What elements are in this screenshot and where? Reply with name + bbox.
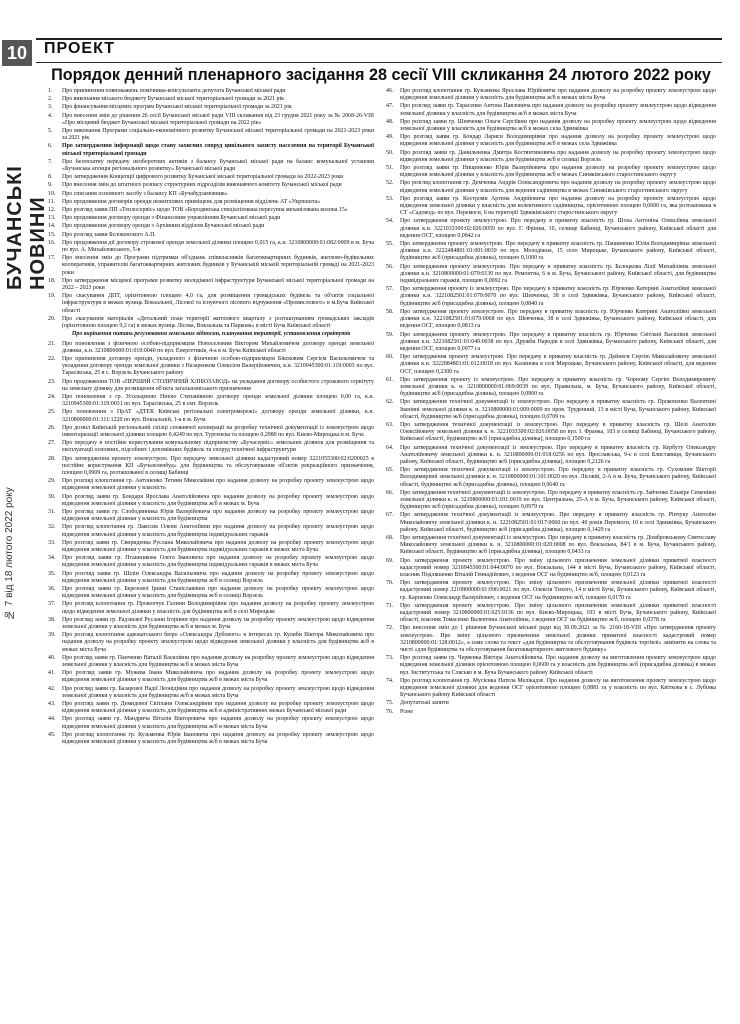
agenda-item-text: Про продовження договорів оренди нежитлових приміщень для розміщення відділень АТ «Укрпошта» xyxy=(62,198,321,205)
agenda-item-number: 73. xyxy=(386,655,394,662)
agenda-item-number: 60. xyxy=(386,354,394,361)
agenda-item-text: Про фінансування місцевих програм Бучанської міської територіальної громади за 2021 рік xyxy=(62,104,292,111)
agenda-item-number: 66. xyxy=(386,489,394,496)
agenda-item xyxy=(48,732,374,746)
agenda-item-number: 3. xyxy=(48,104,53,111)
agenda-item-text: Про затвердження проекту землеустрою. Про передачу в приватну власність гр. Шоха Антоніна Олексіївна земельної ділянки к.н. 3221033300:02:026:0059 по вул. Г. Фрінки, 10, селище Бабинці, Бучанського району, Київської області для ведення ОСГ, площею 0,0842 га xyxy=(400,218,716,239)
agenda-item xyxy=(386,625,716,654)
agenda-item xyxy=(386,180,716,194)
agenda-item xyxy=(48,96,374,103)
agenda-item-number: 50. xyxy=(386,149,394,156)
agenda-item-text: Про внесення змін до штатного розпису структурних підрозділів виконавчого комітету Бучанської міської ради xyxy=(62,182,342,189)
agenda-item xyxy=(386,603,716,625)
agenda-item-number: 13. xyxy=(48,215,56,222)
agenda-item-text: Про виконання Програми соціально-економічного розвитку Бучанської міської територіальної громади на 2021-2023 роки за 2021 рік xyxy=(62,128,374,142)
agenda-item-number: 22. xyxy=(48,355,56,362)
agenda-item-text: Про розгляд клопотання гр. Кузьменка Юрія Івановича про надання дозволу на розробку проекту землеустрою щодо відведення земельної ділянки у власність для будівництва ж/б в межах міста Буча xyxy=(62,731,374,746)
agenda-item-number: 74. xyxy=(386,677,394,684)
agenda-item xyxy=(48,555,374,569)
agenda-item-number: 43. xyxy=(48,701,56,708)
agenda-item xyxy=(386,88,716,102)
agenda-item-number: 76. xyxy=(386,708,394,715)
agenda-item xyxy=(48,440,374,454)
agenda-item xyxy=(48,293,374,315)
agenda-item-text: Про розгляд заяви гр. Радзиєвої Руслани Ігорівни про надання дозволу на розробку проекту землеустрою щодо відведення земельної ділянки у власність для будівництва ж/б в межах м. Буча xyxy=(62,616,374,631)
page-title: Порядок денний пленарного засідання 28 сесії VIII скликання 24 лютого 2022 року xyxy=(51,66,711,84)
agenda-item-number: 6. xyxy=(48,143,53,150)
agenda-item-text: Про розгляд клопотання гр. Лакосик Олени Анатоліївни про надання дозволу на розробку проекту землеустрою щодо відведення земельної ділянки у власність для будівництва індивідуальних гаражів xyxy=(62,524,374,538)
agenda-item-number: 18. xyxy=(48,277,56,284)
agenda-item xyxy=(48,182,374,189)
agenda-item xyxy=(48,456,374,478)
agenda-item xyxy=(48,341,374,355)
agenda-item xyxy=(386,558,716,580)
agenda-item-number: 19. xyxy=(48,293,56,300)
agenda-item-number: 54. xyxy=(386,218,394,225)
agenda-item-number: 51. xyxy=(386,165,394,172)
agenda-item xyxy=(48,394,374,408)
agenda-item-text: Про затвердження технічної документації із землеустрою. Про передачу в приватну власність гр. Ріпчуку Анатолію Миколайовичу земельної ділянки к. н. 3221082501:01:017:0060 по вул. 40 років Перемоги, 10 в селі Здвижівка, Бучанського району, Київської області, будівництво ж/б (присадибна ділянка), площею 0,1429 га xyxy=(400,512,716,533)
agenda-item-number: 9. xyxy=(48,182,53,189)
right-column xyxy=(386,88,716,717)
agenda-item xyxy=(386,467,716,489)
agenda-item xyxy=(386,264,716,286)
agenda-item-text: Про розгляд заяви гр. Мандрича Віталія Вікторовича про надання дозволу на розробку проекту землеустрою щодо відведення земельної ділянки у власність для будівництва ж/б в межах міста Буча xyxy=(62,716,374,730)
agenda-item-number: 4. xyxy=(48,112,53,119)
agenda-item-number: 1. xyxy=(48,88,53,94)
agenda-item-text: Про затвердження проекту землеустрою. Про зміну цільового призначення земельної ділянки приватної власності кадастровий номер 3210800000:01:025:0136 по вул. Києво-Мироцька, 103 в місті Буча, Бучанського району, Київської області, власник Томасенко Валентина Анатоліївна, з ведення ОСГ на будівництво ж/б, площею 0,0378 га xyxy=(400,602,716,624)
agenda-item-text: Про затвердження технічної документації із землеустрою. Про передачу в приватну власність гр. Домбровському Святославу Миколайовичу земельної ділянки к. н. 3210800000:01:020:0008 по вул. Вокзальна, 84/1 в м. Буча, Бучанського району, Київської області, будівництво ж/б (присадибна ділянка), площею 0,0433 га xyxy=(400,534,716,556)
agenda-item-text: Про затвердження технічної документації із землеустрою. Про передачу в приватну власність гр. Сухомлин Вікторії Володимирівні земельної ділянки к. н. 3210800000:01:101:0020 по вул. Лісовій, 2-А в м. Буча, Бучанського району, Київської області, будівництво ж/б (присадибна ділянка), площею 0,0640 га xyxy=(400,467,716,488)
agenda-item-text: Про безоплатну передачу необоротних активів з балансу Бучанської міської ради на баланс комунальної установи «Бучанська агенція регіонального розвитку» Бучанської міської ради xyxy=(62,158,374,173)
agenda-item-text: Про розгляд клопотання адвокатського бюро «Олександра Дубового» в інтересах гр. Кулиби Віктора Миколайовича про надання дозволу на розробку проекту землеустрою щодо відведення земельної ділянки у власність для будівництва ж/б в межах міста Буча xyxy=(62,632,374,653)
agenda-item-number: 35. xyxy=(48,570,56,577)
agenda-item-number: 24. xyxy=(48,393,56,400)
agenda-item-number: 58. xyxy=(386,308,394,315)
agenda-item-text: Про розгляд заяви гр. Данильченка Дмитра Костянтиновича про надання дозволу на розробку проекту землеустрою щодо відведення земельної ділянки у власність для будівництва ж/б в селищі Ворзель xyxy=(400,149,716,163)
agenda-item xyxy=(48,670,374,684)
agenda-item-text: Про затвердження проекту землеустрою. Про передачу в приватну власність гр. Юрченко Світлані Василівні земельної ділянки к.н. 3221082501:01:049:0038 по вул. Дружби Народів в селі Здвижівка, Бучанського району, Київської області, для ведення ОСГ, площею 0,0977 га xyxy=(400,331,716,352)
agenda-item xyxy=(48,199,374,206)
agenda-item xyxy=(48,104,374,111)
agenda-item-text: Про продовження договору оренди з Архівним відділом Бучанської міської ради xyxy=(62,223,265,230)
agenda-item-text: Про затвердження місцевої програми розвитку молодіжної інфраструктури Бучанської міської територіальної громади на 2022 – 2023 роки xyxy=(62,277,374,292)
agenda-item-text: Про передачу в постійне користування комунальному підприємству «Бучасервіс» земельних ділянок для розміщення та експлуатації основних, підсобних і допоміжних будівель та споруд технічної інфраструктури xyxy=(62,440,374,454)
agenda-item xyxy=(386,700,716,707)
agenda-item xyxy=(48,409,374,423)
header-bar xyxy=(36,38,722,63)
side-strip xyxy=(0,0,49,1024)
agenda-item xyxy=(48,128,374,142)
agenda-item-text: Про продовження дії договору строкової оренди земельної ділянки площею 0,015 га, к.н. 3210800000:01:082:0009 в м. Буча по вул. А. Михайловського, 5-в xyxy=(62,239,374,254)
agenda-item-text: Про внесення змін до рішення 26 сесії Бучанської міської ради VIII скликання від 23 грудня 2021 року за № 2068-26-VIII «Про місцевий бюджет Бучанської міської територіальної громади на 2022 рік» xyxy=(62,112,374,126)
agenda-item-number: 7. xyxy=(48,158,53,165)
agenda-list-left xyxy=(48,88,374,330)
agenda-item xyxy=(386,377,716,399)
agenda-item-number: 2. xyxy=(48,96,53,103)
agenda-item-number: 55. xyxy=(386,241,394,248)
agenda-item-text: Про розгляд заяви гр. Бондар Лариси Володимирівни про надання дозволу на розробку проекту землеустрою щодо відведення земельної ділянки у власність для будівництва ж/б в межах села Здвижівка xyxy=(400,134,716,148)
agenda-item-text: Про розгляд клопотання гр. Антоненко Тетяни Миколаївни про надання дозволу на розробку проекту землеустрою щодо відведення земельної ділянки у власність xyxy=(62,478,374,492)
agenda-item-number: 5. xyxy=(48,128,53,135)
agenda-item xyxy=(48,88,374,95)
agenda-item xyxy=(386,119,716,133)
agenda-item-number: 11. xyxy=(48,198,56,205)
agenda-item-number: 20. xyxy=(48,315,56,322)
agenda-item-number: 39. xyxy=(48,632,56,639)
agenda-item xyxy=(48,191,374,198)
agenda-item xyxy=(386,445,716,467)
agenda-item xyxy=(48,655,374,669)
agenda-item-text: Про розгляд клопотання гр. Мусієнка Натела Мелікадзе. Про надання дозволу на виготовлення проекту землеустрою щодо відведення земельної ділянки для ведення ОСГ орієнтовною площею 0,0881 га у власність по вул. Квіткова в с. Лубінка Бучанського району Київської області xyxy=(400,677,716,699)
agenda-item xyxy=(48,586,374,600)
agenda-item-text: Про розгляд заяви гр. Тарасенко Антона Павловича про надання дозволу на розробку проекту землеустрою щодо відведення земельної ділянки у власність для будівництва ж/б в межах міста Буча xyxy=(400,103,716,117)
agenda-item-number: 17. xyxy=(48,255,56,262)
agenda-item-number: 30. xyxy=(48,493,56,500)
agenda-item-number: 52. xyxy=(386,180,394,187)
agenda-item xyxy=(386,354,716,376)
agenda-item xyxy=(48,509,374,523)
agenda-item-number: 12. xyxy=(48,207,56,214)
agenda-item xyxy=(48,540,374,554)
agenda-item xyxy=(386,709,716,716)
agenda-item xyxy=(48,316,374,330)
agenda-item-text: Про скасування матеріалів «Детальний план території житлового кварталу з розташуванням громадських закладів (орієнтовною площею 9,2 га) в межах вулиць Лісова, Вокзальна та Паркова» в місті Буча Київської області xyxy=(62,315,374,330)
agenda-item xyxy=(48,240,374,254)
left-column xyxy=(48,88,374,747)
section-label: ПРОЕКТ xyxy=(44,40,116,57)
agenda-item-text: Про розгляд заяви гр. Березової Ірини Станіславівни про надання дозволу на розробку проекту землеустрою щодо відведення земельної ділянки у власність для будівництва ж/б в селищі Ворзель xyxy=(62,586,374,600)
agenda-list-land xyxy=(48,341,374,747)
agenda-item-number: 31. xyxy=(48,508,56,515)
agenda-item-number: 34. xyxy=(48,555,56,562)
agenda-item-text: Про поновлення з ПрАТ «ДТЕК Київські регіональні електромережі» договору оренди земельної ділянки, к.н. 3210800000:01:111:1220 по вул. Вокзальній, 1-а в м. Буча xyxy=(62,409,374,423)
agenda-item-text: Про розгляд заяви Бєлоконского А.П. xyxy=(62,231,156,238)
agenda-item xyxy=(48,571,374,585)
agenda-item xyxy=(48,159,374,173)
agenda-item-text: Про затвердження проекту землеустрою. Про передачу в приватну власність гр. Бєлоцкова Лілії Михайлівна земельної ділянки к.н. 3210800000:01:079:0130 по вул. Ремонтна, 6 в м. Буча, Бучанського району, Київської області, для будівництва індивідуальних гаражів, площею 0,0092 га xyxy=(400,263,716,285)
agenda-item-number: 41. xyxy=(48,670,56,677)
agenda-item-number: 68. xyxy=(386,534,394,541)
agenda-item xyxy=(48,617,374,631)
agenda-item-text: Про припинення повноважень помічника-консультанта депутата Бучанської міської ради xyxy=(62,88,286,94)
agenda-item xyxy=(48,113,374,127)
agenda-item-number: 26. xyxy=(48,424,56,431)
agenda-item xyxy=(48,632,374,654)
agenda-item-text: Про затвердження проекту землеустрою. Про зміну цільового призначення земельної ділянки приватної власності кадастровий номер 3210800000:01:096:0021 по вул. Олексія Тихого, 14 в місті Буча, Бучанського району, Київської області, гр. Карпенко Олександр Валерійович, з ведення ОСГ на будівництво ж/б, площею 0,0170 га xyxy=(400,580,716,601)
agenda-item xyxy=(48,524,374,538)
agenda-item xyxy=(386,134,716,148)
agenda-item-number: 37. xyxy=(48,601,56,608)
agenda-item-number: 48. xyxy=(386,118,394,125)
agenda-item xyxy=(48,379,374,393)
agenda-item xyxy=(48,716,374,730)
agenda-list-right xyxy=(386,88,716,716)
page-number: 10 xyxy=(2,40,32,66)
agenda-item xyxy=(48,686,374,700)
agenda-item-number: 69. xyxy=(386,557,394,564)
agenda-item-number: 15. xyxy=(48,231,56,238)
agenda-item-number: 44. xyxy=(48,716,56,723)
agenda-item-number: 57. xyxy=(386,286,394,293)
agenda-item xyxy=(48,232,374,239)
agenda-item-text: Депутатські запити xyxy=(400,700,449,707)
agenda-item-text: Про розгляд заяви гр. Шілін Олександра Васильовича про надання дозволу на розробку проекту землеустрою щодо відведення земельної ділянки у власність для будівництва ж/б в селищі Ворзель xyxy=(62,570,374,584)
agenda-item-number: 32. xyxy=(48,524,56,531)
agenda-item xyxy=(48,494,374,508)
agenda-item-text: Про розгляд заяви гр. Демидової Світлани Олександрівни про надання дозволу на розробку проекту землеустрою щодо відведення земельної ділянки у власність для будівництва ж/б в адміністративних межах Бучанської міської ради xyxy=(62,701,374,715)
agenda-item xyxy=(48,601,374,615)
agenda-item xyxy=(386,535,716,557)
agenda-item-text: Про затвердження проекту землеустрою. Про зміну цільового призначення земельної ділянки приватної власності кадастровий номер 3210945300:01:044:0070 по вул. Вокзальна, 144 в місті Буча, Бучанського району, Київської області, власник Подляшенко Віталій Геннадійович, з ведення ОСГ на будівництво ж/б, площею 0,0123 га xyxy=(400,557,716,578)
agenda-item xyxy=(386,655,716,677)
agenda-item-number: 36. xyxy=(48,586,56,592)
agenda-item-number: 64. xyxy=(386,444,394,451)
agenda-item-number: 72. xyxy=(386,625,394,632)
agenda-item xyxy=(386,422,716,444)
agenda-item-number: 29. xyxy=(48,478,56,485)
agenda-item-text: Про затвердження технічної документації із землеустрою. Про передачу в приватну власність гр. Прокопенко Валентині Іванівні земельної ділянки к. н. 3210800000:01:009:0009 по пров. Труденний, 13 в місті Буча, Бучанського району, Київської області, будівництво ж/б (присадибна ділянка), площею 0,0709 га xyxy=(400,399,716,420)
agenda-item-text: Про виконання міського бюджету Бучанської міської територіальної громади за 2021 рік xyxy=(62,96,284,103)
agenda-item-text: Про розгляд заяви гр. Мужева Івана Миколайовича про надання дозволу на розробку проекту землеустрою щодо відведення земельної ділянки у власність для будівництва ж/б в межах міста Буча xyxy=(62,670,374,684)
agenda-item xyxy=(48,207,374,214)
agenda-item-number: 67. xyxy=(386,512,394,519)
agenda-item xyxy=(386,309,716,331)
agenda-item xyxy=(386,103,716,117)
agenda-item xyxy=(48,255,374,277)
agenda-item-text: Про дозвіл Київській регіональній спілці споживчої кооперації на розробку технічної документації із землеустрою щодо інвентаризації земельної ділянки площею 0,4249 по вул. Тургенєва та площею 0,2980 по вул. Києво-Мироцька в м. Буча xyxy=(62,424,374,438)
agenda-item-number: 49. xyxy=(386,134,394,141)
agenda-item-text: Про затвердження проекту землеустрою. Про передачу в приватну власність гр. Пашиненко Юлія Володимирівна земельної ділянки к.н. 3222484801:01:001:0039 по вул. Молодіжна, 15 село Мироцьке, Бучанського району, Київської області, будівництво ж/б (присадибна ділянка), площею 0,1000 га xyxy=(400,241,716,262)
agenda-item-text: Про розгляд заяви гр. Нищеменко Юрія Валерійовича про надання дозволу на розробку проекту землеустрою щодо відведення земельної ділянки у власність для будівництва ж/б в межах Синяківського старостинського округу xyxy=(400,165,716,179)
agenda-item xyxy=(386,399,716,421)
agenda-item-text: Про затвердження технічної документації із землеустрою. Про передачу в приватну власність гр. Зайченко Ельвіре Семенівні земельної ділянки к. н. 3210800000:01:101:0019 по вул. Центральна, 25-А в м. Буча, Бучанського району, Київської області, будівництво ж/б (присадибна ділянка), площею 0,0979 га xyxy=(400,489,716,511)
agenda-item-number: 45. xyxy=(48,731,56,738)
agenda-item-text: Про розгляд заяви гр. Червенка Віктора Анатолійовича. Про надання дозволу на виготовлення проекту землеустрою щодо відведення земельної ділянки орієнтовною площею 0,0600 га у власність для будівництва ж/б (присадибна ділянка) в межах вул. Інститутська та Слясько в м. Буча Бучанського району Київської області xyxy=(400,655,716,676)
agenda-item-text: Про затвердження інформації щодо стану захисних споруд цивільного захисту населення на території Бучанської міської територіальної громади xyxy=(62,143,374,157)
agenda-item-number: 53. xyxy=(386,195,394,202)
agenda-item-number: 46. xyxy=(386,88,394,94)
agenda-item-text: Про розгляд заяви гр. Базарової Надії Леонідівни про надання дозволу на розробку проекту землеустрою щодо відведення земельної ділянки у власність для будівництва ж/б в межах міста Буча xyxy=(62,685,374,699)
agenda-item-text: Про затвердження проекту землеустрою. Про передачу земельної ділянки кадастровий номер 3221055300:02:0200025 в постійне користування КП «Бучазеленбуд» для будівництва та обслуговування об'єктів рекреаційного призначення, площею 0,0909 га, розташованої в селищі Бабинці xyxy=(62,455,374,476)
agenda-item-text: Про поновлення з гр. Усольцевою Ніною Степанівною договору оренди земельної ділянки площею 0,00 га, к.н. 3210945300:01:119:0031 по вул. Тарасівська, 25 в смт. Ворзель xyxy=(62,393,374,408)
agenda-item-number: 38. xyxy=(48,616,56,623)
agenda-item xyxy=(386,678,716,700)
agenda-item-text: Про розгляд заяви гр. Шевченко Ольги Сергіївни про надання дозволу на розробку проекту землеустрою щодо відведення земельної ділянки у власність для будівництва ж/б в межах села Здвижівка xyxy=(400,118,716,133)
agenda-item-text: Про розгляд клопотання гр. Прокопчук Галини Володимирівни про надання дозволу на розробку проекту землеустрою щодо відведення земельної ділянки у власність для будівництва ж/б в селі Мироцьке xyxy=(62,601,374,615)
agenda-item-text: Про розгляд клопотання гр. Демченка Андрія Олександровича про надання дозволу на розробку проекту землеустрою щодо відведення земельної ділянки у власність для ведення садівництва в межах Синяківського старостинського округу xyxy=(400,180,716,194)
agenda-item xyxy=(386,332,716,354)
agenda-item-text: Різне xyxy=(400,708,414,715)
agenda-item-number: 33. xyxy=(48,539,56,546)
agenda-item xyxy=(386,165,716,179)
agenda-item-number: 28. xyxy=(48,455,56,462)
agenda-item-text: Про скасування ДПТ, орієнтовною площею 4,0 га, для розміщення громадських будівель та об'єктів соціальної інфраструктури в межах вулиць Вокзальної, Лісової та існуючого лісового відчуження «Промислового» в м.Буча Київської області xyxy=(62,293,374,314)
agenda-item-text: Про розгляд клопотання гр. Кузьменка Ярослава Юрійовича про надання дозволу на розробку проекту землеустрою щодо відведення земельної ділянки у власність для будівництва ж/б в межах міста Буча xyxy=(400,88,716,102)
agenda-item xyxy=(48,356,374,378)
agenda-item-number: 14. xyxy=(48,223,56,230)
agenda-item-text: Про затвердження технічної документації із землеустрою. Про передачу в приватну власність гр. Шелі Анатолію Олексійовичу земельної ділянки к. н. 3221033300:02:026:0058 по вул. І. Франка, 103 в селищі Бабинці, Бучанського району, Київської області, будівництво ж/б (присадибна ділянка), площею 0,1500 га xyxy=(400,421,716,443)
agenda-item-text: Про затвердження технічної документації із землеустрою. Про передачу в приватну власність гр. Кербуту Олександру Анатолійовичу земельної ділянки к. н. 3210800000:01:018:0256 по вул. Ярославська, 9-є в селі Блиставиця, Бучанського району, Київської області, будівництво ж/б (присадибна ділянка), площею 0,2126 га xyxy=(400,444,716,465)
agenda-item-text: Про розгляд заяви гр. Пташникова Олега Івановича про надання дозволу на розробку проекту землеустрою щодо відведення земельної ділянки у власність для будівництва індивідуальних гаражів в межах міста Буча xyxy=(62,555,374,569)
agenda-item xyxy=(386,512,716,534)
agenda-item-number: 8. xyxy=(48,174,53,181)
agenda-item-text: Про затвердження проекту із землеустрою. Про передачу в приватну власність гр. Чорному Сергію Володимировичу земельної ділянки к. н. 3210800000:01:069:0039 по вул. Правильна, м. Буча, Бучанського району, Київської області, будівництво ж/б (присадибна ділянка), площею 0,0900 га xyxy=(400,376,716,398)
agenda-item-text: Про затвердження проекту землеустрою. Про передачу в приватну власність гр. Юрченко Катерині Анатоліївні земельної ділянки к.н. 3221082501:01:079:0068 по вул. Шевченка, 38 в селі Здвижівка, Бучанського району, Київської області, для ведення ОСГ, площею 0,0813 га xyxy=(400,308,716,330)
agenda-item xyxy=(386,196,716,218)
agenda-item-text: Про затвердження проекту землеустрою. Про передачу в приватну власність гр. Дейнеги Сергію Миколайовичу земельної ділянки к.н. 3222884801:01:012:0018 по вул. Калинова в селі Мироцьке, Бучанського району, Київської області, для ведення ОСГ, площею 0,2300 га xyxy=(400,354,716,375)
agenda-item xyxy=(386,218,716,240)
agenda-item xyxy=(386,286,716,308)
agenda-item-text: Про розгляд заяви гр. Слободянника Юрія Валерійовича про надання дозволу на розробку проекту землеустрою щодо відведення земельної ділянки у власність для будівництва xyxy=(62,508,374,523)
issue-info: № 7 від 18 лютого 2022 року xyxy=(4,487,15,620)
agenda-item-text: Про списання основного засобу з балансу КП «Бучабудзамовник» xyxy=(62,190,228,197)
agenda-item xyxy=(48,143,374,157)
agenda-item-number: 42. xyxy=(48,685,56,692)
agenda-item-number: 16. xyxy=(48,239,56,246)
agenda-item-number: 25. xyxy=(48,409,56,416)
agenda-item-text: Про продовження договору оренди з Фінансовим управлінням Бучанської міської ради xyxy=(62,215,281,222)
agenda-item-text: Про продовження ТОВ «ПЕРШИЙ СТОЛИЧНИЙ ХЛІБОЗАВОД» на укладання договору особистого строкового сервітуту на земельну ділянку для розміщення об'єкта загальноміського призначення xyxy=(62,378,374,392)
agenda-item xyxy=(48,174,374,181)
agenda-item-text: Про розгляд заяви гр. Свириденка Руслана Миколайовича про надання дозволу на розробку проекту землеустрою щодо відведення земельної ділянки у власність для будівництва індивідуальних гаражів в межах міста Буча xyxy=(62,539,374,553)
agenda-item-text: Про затвердження проекту із землеустрою. Про передачу в приватну власність гр. Юрченко Катерині Анатоліївні земельної ділянки к.н. 3221082501:01:079:0070 по вул. Шевченка, 38 в селі Здвижівка, Бучанського району, Київської області, будівництво ж/б (присадибна ділянка), площею 0,0840 га xyxy=(400,286,716,307)
agenda-item xyxy=(48,425,374,439)
agenda-item-number: 47. xyxy=(386,103,394,110)
agenda-item-number: 59. xyxy=(386,331,394,338)
agenda-item-number: 27. xyxy=(48,440,56,447)
agenda-item-number: 70. xyxy=(386,580,394,587)
agenda-item-text: Про розгляд заяви гр. Бондаря Ярослава Анатолійовича про надання дозволу на розробку проекту землеустрою щодо відведення земельної ділянки у власність для будівництва ж/б в межах м. Буча xyxy=(62,493,374,507)
agenda-item xyxy=(48,278,374,292)
agenda-item-number: 10. xyxy=(48,190,56,197)
newspaper-brand: БУЧАНСЬКІ НОВИНИ xyxy=(4,165,49,290)
agenda-item-text: Про затвердження Концепції цифрового розвитку Бучанської міської територіальної громади на 2022-2023 роки xyxy=(62,174,344,181)
agenda-item-text: Про внесення змін до Програми підтримки об'єднань співвласників багатоквартирних будинків, житлово-будівельних кооперативів, управителів багатоквартирних житлових будинків у Бучанській міській територіальній громаді на 2021-2023 роки xyxy=(62,255,374,276)
agenda-item-number: 61. xyxy=(386,376,394,383)
agenda-item-number: 56. xyxy=(386,263,394,270)
agenda-item xyxy=(48,701,374,715)
agenda-item-text: Про розгляд заяви гр. Костроми Артема Андрійовича про надання дозволу на розробку проекту землеустрою щодо відведення земельної ділянки у власність для колективного садівництва, орієнтовною площею 0,0600 га, яка розташована в СТ «Садовод» по вул. Перемоги, 6 на території Здвижівського старостинського округу xyxy=(400,195,716,217)
agenda-item xyxy=(48,478,374,492)
agenda-item-number: 65. xyxy=(386,467,394,474)
agenda-item-text: Про поновлення з фізичною особою-підприємцем Новоселовим Віктором Михайловичем договору оренди земельної ділянки, к.н. 3210800000:01:010:0040 по вул. Енергетиків, 4-а в м. Буча Київської області xyxy=(62,340,374,354)
agenda-item xyxy=(386,580,716,602)
agenda-item-number: 71. xyxy=(386,602,394,609)
section-subheading: Про вирішення питань регулювання земельних відносин, планування території, установлення сервітутів xyxy=(71,331,351,338)
agenda-item-number: 23. xyxy=(48,378,56,385)
agenda-item-number: 63. xyxy=(386,421,394,428)
agenda-item xyxy=(386,490,716,512)
agenda-item-number: 62. xyxy=(386,399,394,406)
agenda-item-number: 75. xyxy=(386,700,394,707)
agenda-item-text: Про розгляд заяви гр. Панченко Наталії Василівни про надання дозволу на розробку проекту землеустрою щодо відведення земельної ділянки у власність для будівництва ж/б в межах міста Буча xyxy=(62,654,374,669)
agenda-item xyxy=(48,223,374,230)
agenda-item-text: Про внесення змін до 1 рішення Бучанської міської ради від 30.09.2021 за № 2160-18-VIII «Про затвердження проекту землеустрою. Про зміну цільового призначення земельної ділянки приватної власності кадастровий номер 3210800000:01:128:0012», а саме слова та текст «для будівництва та обслуговування будівель торгівлі» замінити на слова та чисті «для будівництва та обслуговування багатоквартирного житлового будинку» xyxy=(400,625,716,654)
agenda-item-number: 40. xyxy=(48,654,56,661)
agenda-item-text: Про розгляд заяви ПП «Теплосервіс» щодо ТОВ «Бородянська спеціалізована пересувна механізована колона 15» xyxy=(62,207,348,214)
agenda-item-text: Про припинення договору оренди, укладеного з фізичною особою-підприємцем Біксковим Сергієм Васильовичем та укладення договору оренди земельної ділянки з Назаренком Олексієм Валерійовичем, к.н. 3210945300:01:119:0003 по вул. Тарасівська, 25 в с. Ворзель Бучанського району xyxy=(62,355,374,377)
agenda-item xyxy=(386,150,716,164)
agenda-item xyxy=(386,241,716,263)
agenda-item-number: 21. xyxy=(48,340,56,347)
agenda-item xyxy=(48,215,374,222)
